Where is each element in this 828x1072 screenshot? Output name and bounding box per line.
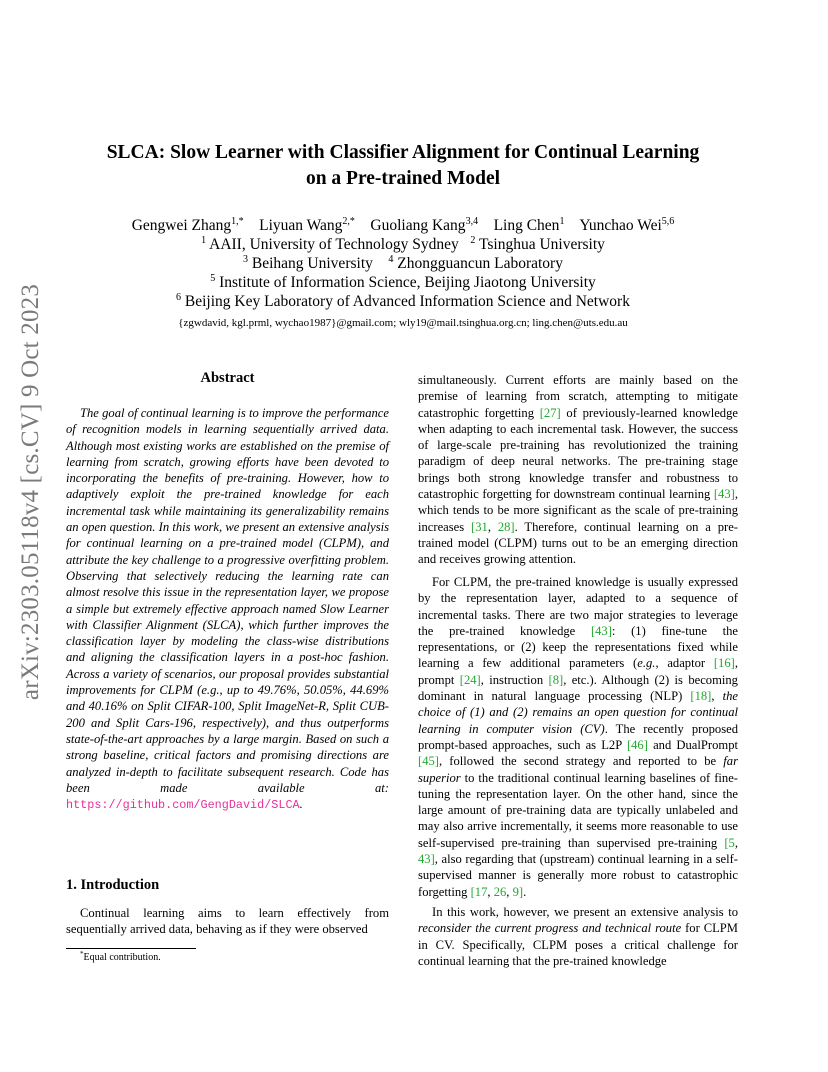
arxiv-identifier [14,283,48,701]
emphasis-text: e.g. [637,656,656,671]
citation-link[interactable]: 26 [493,884,507,899]
citation-link[interactable]: [17 [470,884,488,899]
author-name: Gengwei Zhang [131,217,232,234]
affiliation-line [60,254,746,273]
body-text: , adaptor [655,656,714,671]
body-text: , [487,519,498,534]
citation-link[interactable]: [5 [724,835,735,850]
citation-link[interactable]: 9] [512,884,524,899]
body-text: , [734,835,738,850]
body-text: . [523,884,527,899]
affiliation-number: 1 [201,235,207,246]
author-affiliation-mark: 5,6 [661,216,675,227]
body-text: , also regarding that (upstream) continual learning in a self-supervised manner is generally more robust to catastrophic forgetting [418,852,738,899]
affiliation-number: 4 [388,254,394,265]
affiliation-line [60,292,746,311]
citation-link[interactable]: [31 [471,519,488,534]
abstract-body [66,405,389,813]
citation-link[interactable]: [43] [590,623,612,638]
affiliation-line [60,235,746,254]
body-text: : (1) fine-tune the representations, or (2) keep the representations fixed while learning a few additional parameters ( [418,623,738,671]
affiliation-number: 3 [243,254,249,265]
paper-title [60,140,746,192]
author-name: Ling Chen [493,217,560,234]
author-affiliation-mark: 2,* [342,216,355,227]
body-text: . Therefore, continual learning on a pre-trained model (CLPM) turns out to be an emerging direction and receives growing attention. [418,519,738,567]
body-text: of previously-learned knowledge when adapting to each incremental task. However, the success of large-scale pre-training has revolutionized the training paradigm of deep neural networks. The pre-training stage brings both strong knowledge transfer and robustness to catastrophic forgetting for downstream continual learning [418,405,738,502]
right-column-paragraph-2 [418,574,738,900]
author-list [60,216,746,235]
footnote-mark: * [80,950,84,958]
citation-link[interactable]: [45] [418,754,439,769]
author-name: Yunchao Wei [579,217,662,234]
footnote-text: Equal contribution. [83,952,161,963]
intro-text: Continual learning aims to learn effectively from sequentially arrived data, behaving as if they were observed [66,906,389,937]
citation-link[interactable]: [24] [459,672,481,687]
citation-link[interactable]: [27] [539,405,561,420]
section-heading-introduction: 1. Introduction [66,877,160,893]
affiliation: Zhongguancun Laboratory [397,255,563,272]
body-text: , [711,689,723,704]
body-text: , which tends to be more significant as the scale of pre-training increases [418,487,738,534]
affiliation: Tsinghua University [478,236,605,253]
author-affiliation-mark: 3,4 [465,216,479,227]
body-text: to the traditional continual learning baselines of fine-tuning the representation layer. On the other hand, since the large amount of pre-training data are typically unlabeled and may also arrive incrementally, it seems more reasonable to use self-supervised pre-training than supervised pre-training [418,770,738,850]
affiliation-number: 5 [210,273,216,284]
author-block [60,216,746,333]
body-text: , etc.). Although (2) is becoming dominant in natural language processing (NLP) [418,672,738,704]
body-text: for CLPM in CV. Specifically, CLPM poses a critical challenge for continual learning that the pre-trained knowledge [418,921,738,968]
abstract-end: . [299,797,303,812]
body-text: simultaneously. Current efforts are mainly based on the premise of learning from scratch, attempting to mitigate catastrophic forgetting [418,373,738,420]
emphasis-text: the choice of (1) and (2) remains an open question for continual learning in computer vision (CV) [418,689,739,736]
body-text: , [487,884,494,899]
right-column-paragraph-1 [418,372,738,568]
affiliation: Beijing Key Laboratory of Advanced Information Science and Network [184,293,630,310]
body-text: , instruction [480,672,549,687]
introduction-paragraph [66,905,389,938]
citation-link[interactable]: [16] [713,656,735,671]
citation-link[interactable]: 43] [418,852,435,867]
citation-link[interactable]: [46] [626,737,648,752]
arxiv-id-text: arXiv:2303.05118v4 [cs.CV] 9 Oct 2023 [17,283,44,701]
code-link[interactable]: https://github.com/GengDavid/SLCA [66,798,300,813]
right-column-paragraph-3 [418,904,738,969]
title-line-2: on a Pre-trained Model [305,168,501,189]
author-affiliation-mark: 1 [559,216,565,227]
footnote [80,952,161,963]
affiliation-line [60,273,746,292]
affiliation: Institute of Information Science, Beijing Jiaotong University [219,274,596,291]
body-text: , prompt [418,656,738,687]
citation-link[interactable]: 28] [497,519,515,534]
author-emails: {zgwdavid, kgl.prml, wychao1987}@gmail.com; wly19@mail.tsinghua.org.cn; ling.chen@uts.edu.au [178,317,628,329]
affiliation: Beihang University [251,255,373,272]
body-text: For CLPM, the pre-trained knowledge is usually expressed by the representation layer, adapted to a sequence of incremental tasks. There are two major strategies to leverage the pre-trained knowledge [418,575,738,638]
title-line-1: SLCA: Slow Learner with Classifier Alignment for Continual Learning [106,142,700,163]
affiliation: AAII, University of Technology Sydney [209,236,459,253]
author-affiliation-mark: 1,* [231,216,244,227]
author-name: Liyuan Wang [259,217,343,234]
citation-link[interactable]: [18] [690,689,712,704]
citation-link[interactable]: [8] [548,672,564,687]
body-text: , [506,884,513,899]
footnote-rule [66,948,196,949]
body-text: and DualPrompt [647,737,738,752]
author-name: Guoliang Kang [370,217,466,234]
body-text: , followed the second strategy and reported to be [438,754,724,769]
body-text: In this work, however, we present an extensive analysis to [432,905,738,919]
body-text: . The recently proposed prompt-based approaches, such as L2P [418,721,738,752]
emphasis-text: far superior [418,754,738,785]
abstract-text: The goal of continual learning is to improve the performance of recognition models in learning sequentially arrived data. Although most existing works are established on the premise of learning from scratch, growing efforts have been devoted to incorporating the benefits of pre-training. However, how to adaptively exploit the pre-trained knowledge for each incremental task while maintaining its generalizability remains an open question. In this work, we present an extensive analysis for continual learning on a pre-trained model (CLPM), and attribute the key challenge to a progressive overfitting problem. Observing that selectively reducing the learning rate can almost resolve this issue in the representation layer, we propose a simple but extremely effective approach named Slow Learner with Classifier Alignment (SLCA), which further improves the classification layer by modeling the class-wise distributions and aligning the classification layers in a post-hoc fashion. Across a variety of scenarios, our proposal provides substantial improvements for CLPM (e.g., up to 49.76%, 50.05%, 44.69% and 40.16% on Split CIFAR-100, Split ImageNet-R, Split CUB-200 and Split Cars-196, respectively), and thus outperforms state-of-the-art approaches by a large margin. Based on such a strong baseline, critical factors and promising directions are analyzed in-depth to facilitate subsequent research. Code has been made available at: [66,406,389,795]
emphasis-text: reconsider the current progress and technical route [418,921,682,936]
affiliation-number: 2 [470,235,476,246]
affiliation-number: 6 [176,292,182,303]
citation-link[interactable]: [43] [713,487,735,502]
abstract-heading: Abstract [200,370,255,386]
